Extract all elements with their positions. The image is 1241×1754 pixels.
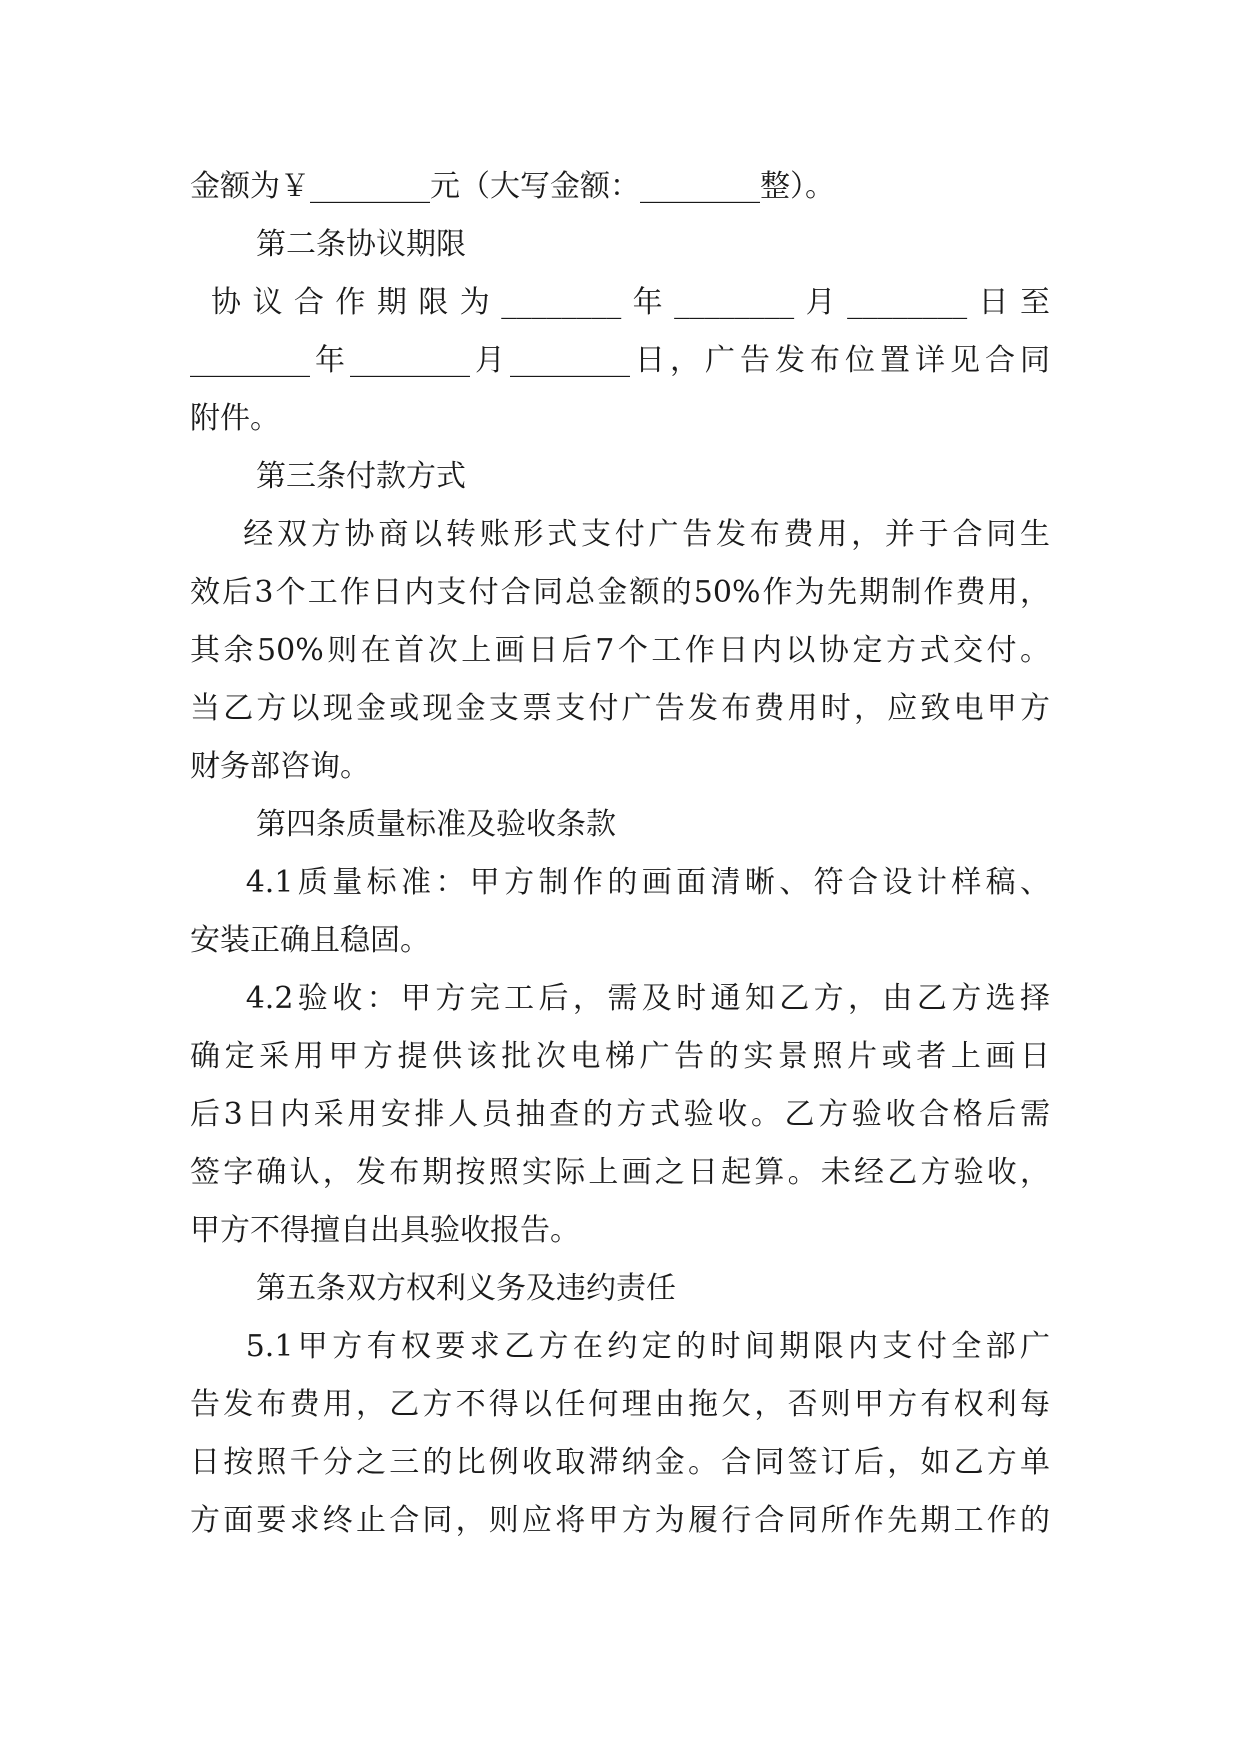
section-heading: 第三条付款方式 xyxy=(256,459,466,494)
text-line: 附件。 xyxy=(190,401,280,436)
text-line: 4.2验收：甲方完工后，需及时通知乙方，由乙方选择 xyxy=(190,981,1050,1016)
text-line: 签字确认，发布期按照实际上画之日起算。未经乙方验收， xyxy=(190,1155,1050,1190)
text-line: 后3日内采用安排人员抽查的方式验收。乙方验收合格后需 xyxy=(190,1097,1050,1132)
text-line: 协议合作期限为________年________月________日至 xyxy=(190,285,1050,320)
text-line: 告发布费用，乙方不得以任何理由拖欠，否则甲方有权利每 xyxy=(190,1387,1050,1422)
section-heading: 第五条双方权利义务及违约责任 xyxy=(256,1271,676,1306)
text-line: ________年________月________日，广告发布位置详见合同 xyxy=(190,343,1050,378)
text-line: 5.1甲方有权要求乙方在约定的时间期限内支付全部广 xyxy=(190,1329,1050,1364)
text-line: 当乙方以现金或现金支票支付广告发布费用时，应致电甲方 xyxy=(190,691,1050,726)
text-line: 甲方不得擅自出具验收报告。 xyxy=(190,1213,580,1248)
text-line: 4.1质量标准：甲方制作的画面清晰、符合设计样稿、 xyxy=(190,865,1050,900)
section-heading: 第二条协议期限 xyxy=(256,227,466,262)
text-line: 财务部咨询。 xyxy=(190,749,370,784)
text-line: 其余50%则在首次上画日后7个工作日内以协定方式交付。 xyxy=(190,633,1050,668)
section-heading: 第四条质量标准及验收条款 xyxy=(256,807,616,842)
text-line: 确定采用甲方提供该批次电梯广告的实景照片或者上画日 xyxy=(190,1039,1050,1074)
text-line: 安装正确且稳固。 xyxy=(190,923,430,958)
text-line: 效后3个工作日内支付合同总金额的50%作为先期制作费用， xyxy=(190,575,1050,610)
text-line: 日按照千分之三的比例收取滞纳金。合同签订后，如乙方单 xyxy=(190,1445,1050,1480)
text-line: 金额为￥________元（大写金额：________整）。 xyxy=(190,169,835,204)
text-line: 方面要求终止合同，则应将甲方为履行合同所作先期工作的 xyxy=(190,1503,1050,1538)
text-line: 经双方协商以转账形式支付广告发布费用，并于合同生 xyxy=(190,517,1050,552)
